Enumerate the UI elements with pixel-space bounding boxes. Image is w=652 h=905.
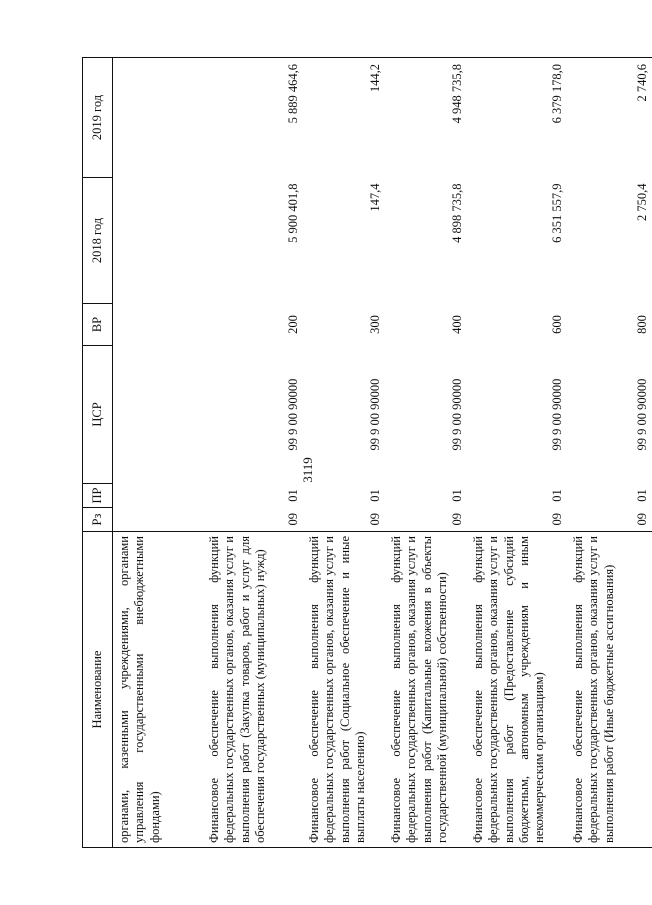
row-name: Финансовое обеспечение выполнения функций федеральных государственных органов, оказания услуг и выполнения работ (Капитальные вложения в объекты государственной (муниципальной) собственности) <box>385 532 467 848</box>
row-2018: 6 351 557,9 <box>549 183 564 243</box>
row-pr: 01 <box>367 489 382 502</box>
header-csr: ЦСР <box>83 346 113 484</box>
row-2019: 4 948 735,8 <box>385 58 467 178</box>
table-row <box>385 58 467 848</box>
header-2018: 2018 год <box>83 178 113 304</box>
row-rz: 09 <box>449 513 464 526</box>
row-pr: 01 <box>634 489 649 502</box>
row-csr: 99 9 00 90000 <box>367 378 382 451</box>
row-csr: 99 9 00 90000 <box>634 378 649 451</box>
row-2018: 4 898 735,8 <box>449 183 464 243</box>
row-2019 <box>113 58 204 178</box>
header-2019: 2019 год <box>83 58 113 178</box>
row-2019: 6 379 178,0 <box>467 58 567 178</box>
row-pr <box>113 484 204 508</box>
row-pr: 01 <box>549 489 564 502</box>
row-2019: 5 889 464,6 <box>203 58 303 178</box>
row-pr: 01 <box>449 489 464 502</box>
header-vr: ВР <box>83 304 113 346</box>
row-vr: 600 <box>549 315 564 334</box>
row-name: Финансовое обеспечение выполнения функций федеральных государственных органов, оказания услуг и выполнения работ (Иные бюджетные ассигнования) <box>567 532 652 848</box>
header-name: Наименование <box>83 532 113 848</box>
row-rz: 09 <box>285 513 300 526</box>
row-rz: 09 <box>367 513 382 526</box>
table-body <box>113 58 652 848</box>
table-row <box>567 58 652 848</box>
row-vr: 400 <box>449 315 464 334</box>
row-2019: 144,2 <box>303 58 385 178</box>
header-pr: ПР <box>83 484 113 508</box>
row-rz: 09 <box>634 513 649 526</box>
row-vr: 200 <box>285 315 300 334</box>
row-csr: 99 9 00 90000 <box>285 378 300 451</box>
row-name: органами, казенными учреждениями, органами управления государственными внебюджетными фондами) <box>113 532 204 848</box>
row-2018: 5 900 401,8 <box>285 183 300 243</box>
row-csr <box>113 346 204 484</box>
header-rz: Рз <box>83 508 113 532</box>
row-csr: 99 9 00 90000 <box>549 378 564 451</box>
table-row <box>467 58 567 848</box>
row-name: Финансовое обеспечение выполнения функций федеральных государственных органов, оказания услуг и выполнения работ (Предоставление субсидий бюджетным, автономным учреждениям и иным некоммерческим организациям) <box>467 532 567 848</box>
row-2019: 2 740,6 <box>567 58 652 178</box>
row-vr: 300 <box>367 315 382 334</box>
row-name: Финансовое обеспечение выполнения функций федеральных государственных органов, оказания услуг и выполнения работ (Закупка товаров, работ и услуг для обеспечения государственных (муниципальных) нужд) <box>203 532 303 848</box>
budget-table <box>82 57 652 848</box>
row-2018: 147,4 <box>367 183 382 212</box>
row-csr: 99 9 00 90000 <box>449 378 464 451</box>
table-row <box>113 58 204 848</box>
page-number: 3119 <box>300 457 315 483</box>
budget-table-rotated <box>82 58 649 848</box>
table-row <box>303 58 385 848</box>
row-name: Финансовое обеспечение выполнения функций федеральных государственных органов, оказания услуг и выполнения работ (Социальное обеспечение и иные выплаты населению) <box>303 532 385 848</box>
row-2018: 2 750,4 <box>634 183 649 221</box>
row-vr <box>113 304 204 346</box>
row-vr: 800 <box>634 315 649 334</box>
table-row <box>203 58 303 848</box>
row-rz <box>113 508 204 532</box>
row-rz: 09 <box>549 513 564 526</box>
table-header <box>83 58 113 848</box>
row-2018 <box>113 178 204 304</box>
row-pr: 01 <box>285 489 300 502</box>
